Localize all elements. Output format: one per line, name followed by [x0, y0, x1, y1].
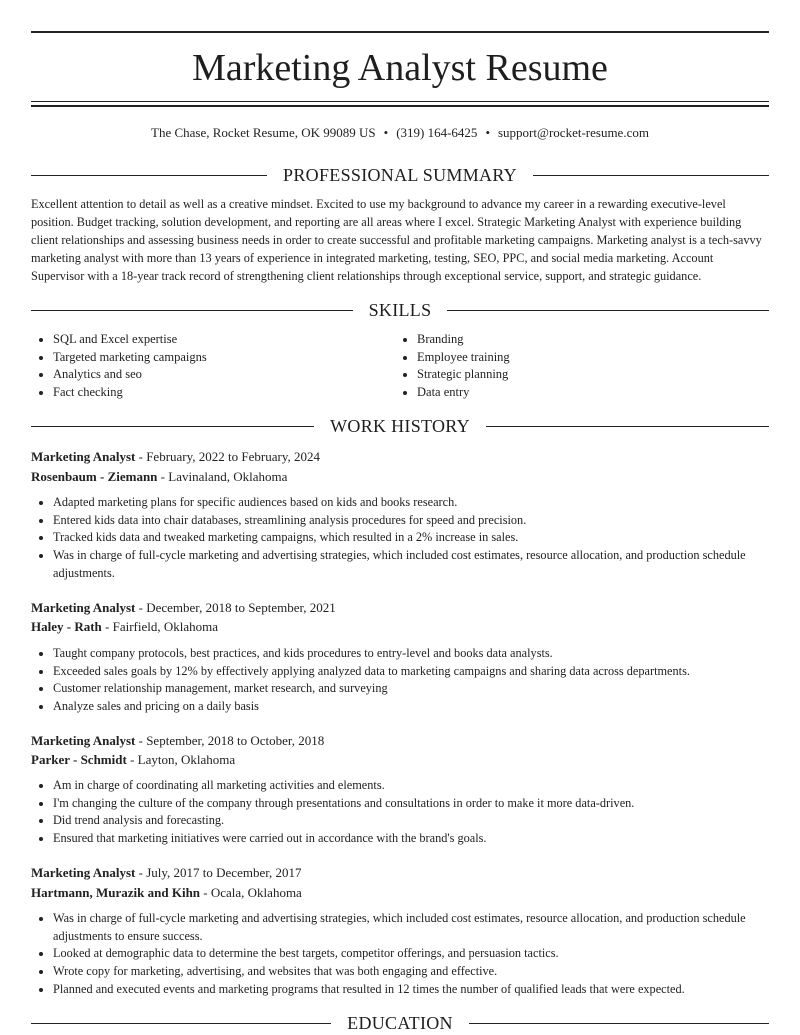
contact-separator: •	[383, 125, 389, 140]
skill-item: • SQL and Excel expertise	[53, 331, 395, 349]
contact-address: The Chase, Rocket Resume, OK 99089 US	[151, 125, 376, 140]
job-location: - Layton, Oklahoma	[126, 752, 236, 767]
summary-section-heading	[31, 163, 769, 187]
job-bullet: • Am in charge of coordinating all marketing activities and elements.	[53, 777, 769, 795]
divider	[533, 175, 769, 176]
divider	[31, 426, 314, 427]
education-section-heading	[31, 1011, 769, 1035]
job-bullet: • Exceeded sales goals by 12% by effectively applying analyzed data to marketing campaigns and sharing data across departments.	[53, 663, 769, 681]
job-dates: - July, 2017 to December, 2017	[135, 865, 302, 880]
job-title-line	[31, 448, 320, 466]
divider	[31, 310, 353, 311]
skill-item: • Analytics and seo	[53, 366, 395, 384]
skill-item: • Fact checking	[53, 384, 395, 402]
job-bullet: • Was in charge of full-cycle marketing and advertising strategies, which included cost estimates, resource allocation, and production schedule adjustments.	[53, 547, 769, 582]
job-bullet: • Analyze sales and pricing on a daily basis	[53, 698, 769, 716]
job-bullet: • Adapted marketing plans for specific audiences based on kids and books research.	[53, 494, 769, 512]
job-bullet: • Tracked kids data and tweaked marketing campaigns, which resulted in a 2% increase in sales.	[53, 529, 769, 547]
job-location: - Lavinaland, Oklahoma	[157, 469, 288, 484]
job-bullets	[31, 777, 769, 848]
job-bullet: • Ensured that marketing initiatives were carried out in accordance with the brand's goals.	[53, 830, 769, 848]
divider	[31, 1023, 331, 1024]
job-title-line	[31, 732, 324, 750]
job-title: Marketing Analyst	[31, 600, 136, 615]
skill-item: • Data entry	[417, 384, 759, 402]
work-section-heading	[31, 414, 769, 438]
job-bullet: • I'm changing the culture of the company through presentations and consultations in order to make it more data-driven.	[53, 795, 769, 813]
resume-title: Marketing Analyst Resume	[192, 47, 608, 89]
job-title: Marketing Analyst	[31, 449, 136, 464]
job-company-line	[31, 884, 302, 902]
contact-separator: •	[485, 125, 490, 140]
divider	[486, 426, 769, 427]
job-title: Marketing Analyst	[31, 733, 136, 748]
job-company-line	[31, 751, 235, 769]
job-title: Marketing Analyst	[31, 865, 136, 880]
job-bullets	[31, 910, 769, 999]
summary-text: Excellent attention to detail as well as a creative mindset. Excited to use my background to advance my career in a rewarding executive-level position. Budget tracking, solution development, and reporting are all areas where I excel. Strategic Marketing Analyst with experience building client relationships and assessing business needs in order to create successful and profitable marketing campaigns. Marketing analyst is a tech-savvy marketing analyst with more than 13 years of experience in integrated marketing, testing, SEO, PPC, and social media marketing. Account Supervisor with a 18-year track record of strengthening client relationships through exceptional service, support, and strategic guidance.	[31, 197, 762, 283]
job-bullet: • Looked at demographic data to determine the best targets, competitor offerings, and persuasion tactics.	[53, 945, 769, 963]
contact-phone: (319) 164-6425	[396, 125, 478, 140]
job-company-line	[31, 618, 218, 636]
section-title: PROFESSIONAL SUMMARY	[283, 164, 517, 185]
skill-item: • Branding	[417, 331, 759, 349]
section-title: WORK HISTORY	[330, 415, 470, 436]
job-company-line	[31, 468, 287, 486]
job-bullet: • Customer relationship management, market research, and surveying	[53, 680, 769, 698]
title-rule-thin	[31, 101, 769, 102]
job-bullet: • Was in charge of full-cycle marketing and advertising strategies, which included cost estimates, resource allocation, and production schedule adjustments to ensure success.	[53, 910, 769, 945]
skills-list	[31, 331, 769, 402]
skills-section-heading	[31, 298, 769, 322]
section-title: SKILLS	[368, 299, 432, 320]
job-bullet: • Did trend analysis and forecasting.	[53, 812, 769, 830]
job-title-line	[31, 599, 336, 617]
title-rule-thick	[31, 105, 769, 107]
job-bullet: • Wrote copy for marketing, advertising, and websites that was both engaging and effective.	[53, 963, 769, 981]
job-company: Hartmann, Murazik and Kihn	[31, 885, 201, 900]
divider	[31, 175, 267, 176]
job-location: - Fairfield, Oklahoma	[101, 619, 219, 634]
contact-line	[31, 124, 769, 142]
job-bullet: • Taught company protocols, best practices, and kids procedures to entry-level and books data analysts.	[53, 645, 769, 663]
skills-column-right	[395, 331, 759, 402]
skills-column-left	[31, 331, 395, 402]
job-bullet: • Entered kids data into chair databases, streamlining analysis procedures for speed and precision.	[53, 512, 769, 530]
top-rule	[31, 31, 769, 33]
skill-item: • Strategic planning	[417, 366, 759, 384]
job-company: Haley - Rath	[31, 619, 102, 634]
divider	[447, 310, 769, 311]
job-company: Parker - Schmidt	[31, 752, 127, 767]
job-dates: - December, 2018 to September, 2021	[135, 600, 336, 615]
divider	[469, 1023, 769, 1024]
skill-item: • Employee training	[417, 349, 759, 367]
job-dates: - February, 2022 to February, 2024	[135, 449, 320, 464]
contact-email: support@rocket-resume.com	[498, 125, 649, 140]
job-dates: - September, 2018 to October, 2018	[135, 733, 325, 748]
job-company: Rosenbaum - Ziemann	[31, 469, 158, 484]
job-title-line	[31, 864, 302, 882]
job-bullets	[31, 645, 769, 716]
job-bullets	[31, 494, 769, 583]
skill-item: • Targeted marketing campaigns	[53, 349, 395, 367]
job-bullet: • Planned and executed events and marketing programs that resulted in 12 times the number of qualified leads that were expected.	[53, 981, 769, 999]
job-location: - Ocala, Oklahoma	[200, 885, 302, 900]
section-title: EDUCATION	[347, 1012, 453, 1033]
